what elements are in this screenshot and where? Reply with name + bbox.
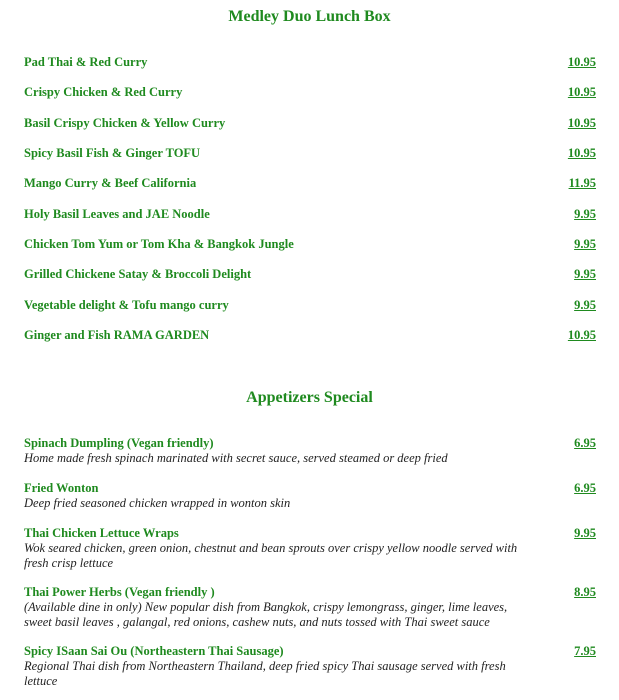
item-price-link[interactable]: 10.95 xyxy=(567,116,596,130)
item-description: Home made fresh spinach marinated with secret sauce, served steamed or deep fried xyxy=(24,451,448,465)
lunch-menu-item xyxy=(24,328,596,343)
lunch-menu-item xyxy=(24,207,596,222)
item-name: Crispy Chicken & Red Curry xyxy=(24,85,183,99)
appetizer-menu-item xyxy=(24,585,596,630)
item-price-link[interactable]: 9.95 xyxy=(574,267,596,281)
item-price-link[interactable]: 9.95 xyxy=(574,237,596,251)
item-price-link[interactable]: 11.95 xyxy=(568,176,596,190)
appetizer-menu-item xyxy=(24,481,596,511)
item-name: Vegetable delight & Tofu mango curry xyxy=(24,298,229,312)
appetizers-section-title: Appetizers Special xyxy=(246,389,373,406)
lunch-section-title: Medley Duo Lunch Box xyxy=(228,8,391,25)
item-name: Thai Chicken Lettuce Wraps xyxy=(24,526,179,540)
item-name: Ginger and Fish RAMA GARDEN xyxy=(24,328,210,342)
item-price-link[interactable]: 6.95 xyxy=(574,436,596,450)
item-name: Spicy ISaan Sai Ou (Northeastern Thai Sausage) xyxy=(24,644,284,658)
item-name: Holy Basil Leaves and JAE Noodle xyxy=(24,207,210,221)
lunch-menu-item xyxy=(24,55,596,70)
item-price-link[interactable]: 7.95 xyxy=(574,644,596,658)
item-price-link[interactable]: 10.95 xyxy=(567,85,596,99)
item-price-link[interactable]: 10.95 xyxy=(567,55,596,69)
lunch-menu-item xyxy=(24,298,596,313)
item-name: Grilled Chickene Satay & Broccoli Delight xyxy=(24,267,252,281)
item-name: Thai Power Herbs (Vegan friendly ) xyxy=(24,585,215,599)
item-name: Mango Curry & Beef California xyxy=(24,176,197,190)
item-description: Regional Thai dish from Northeastern Thailand, deep fried spicy Thai sausage served with fresh lettuce xyxy=(24,659,506,688)
item-name: Spicy Basil Fish & Ginger TOFU xyxy=(24,146,201,160)
item-price-link[interactable]: 8.95 xyxy=(574,585,596,599)
item-price-link[interactable]: 9.95 xyxy=(574,526,596,540)
item-name: Spinach Dumpling (Vegan friendly) xyxy=(24,436,214,450)
lunch-menu-item xyxy=(24,267,596,282)
lunch-menu-item xyxy=(24,176,596,191)
item-name: Pad Thai & Red Curry xyxy=(24,55,148,69)
item-name: Chicken Tom Yum or Tom Kha & Bangkok Jungle xyxy=(24,237,294,251)
item-name: Basil Crispy Chicken & Yellow Curry xyxy=(24,116,226,130)
item-name: Fried Wonton xyxy=(24,481,99,495)
lunch-menu-item xyxy=(24,146,596,161)
appetizer-menu-item xyxy=(24,644,596,689)
appetizer-menu-item xyxy=(24,526,596,571)
item-description: Deep fried seasoned chicken wrapped in wonton skin xyxy=(24,496,291,510)
appetizer-menu-item xyxy=(24,436,596,466)
item-price-link[interactable]: 10.95 xyxy=(567,328,596,342)
item-description: Wok seared chicken, green onion, chestnut and bean sprouts over crispy yellow noodle served with fresh crisp lettuce xyxy=(24,541,518,570)
item-price-link[interactable]: 9.95 xyxy=(574,298,596,312)
item-price-link[interactable]: 9.95 xyxy=(574,207,596,221)
item-price-link[interactable]: 10.95 xyxy=(567,146,596,160)
item-description: (Available dine in only) New popular dish from Bangkok, crispy lemongrass, ginger, lime leaves, sweet basil leaves , galangal, red onions, cashew nuts, and nuts tossed with Thai sweet sauce xyxy=(24,600,508,629)
item-price-link[interactable]: 6.95 xyxy=(574,481,596,495)
lunch-menu-item xyxy=(24,85,596,100)
lunch-menu-item xyxy=(24,116,596,131)
lunch-menu-item xyxy=(24,237,596,252)
